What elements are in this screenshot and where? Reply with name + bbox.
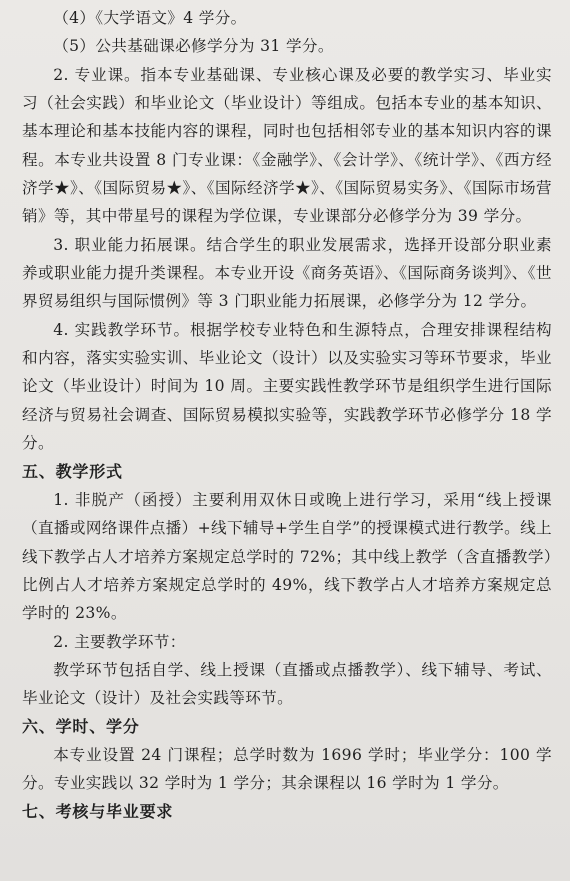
paragraph-professional-courses: 2. 专业课。指本专业基础课、专业核心课及必要的教学实习、毕业实习（社会实践）和毕业论文（毕业设计）等组成。包括本专业的基本知识、基本理论和基本技能内容的课程，同时也包括相邻专业的基本知识内容的课程。本专业共设置 8 门专业课：《金融学》、《会计学》、《统计学》、《西方经济学★》、《国际贸易★》、《国际经济学★》、《国际贸易实务》、《国际市场营销》等，其中带星号的课程为学位课，专业课部分必修学分为 39 学分。: [22, 65, 552, 226]
line-university-chinese: （4）《大学语文》4 学分。: [53, 9, 247, 27]
heading-hours-credits: 六、学时、学分: [22, 716, 140, 736]
heading-assessment-graduation: 七、考核与毕业要求: [22, 801, 174, 821]
paragraph-teaching-form-2: 2. 主要教学环节：: [53, 632, 186, 651]
paragraph-career-ability-courses: 3. 职业能力拓展课。结合学生的职业发展需求，选择开设部分职业素养或职业能力提升类课程。本专业开设《商务英语》、《国际商务谈判》、《世界贸易组织与国际惯例》等 3 门职业能力拓展课，必修学分为 12 学分。: [22, 235, 552, 311]
paragraph-hours-credits: 本专业设置 24 门课程；总学时数为 1696 学时；毕业学分：100 学分。专业实践以 32 学时为 1 学分；其余课程以 16 学时为 1 学分。: [22, 745, 552, 793]
paragraph-practice-teaching: 4. 实践教学环节。根据学校专业特色和生源特点，合理安排课程结构和内容，落实实验实训、毕业论文（设计）以及实验实习等环节要求，毕业论文（毕业设计）时间为 10 周。主要实践性教学环节是组织学生进行国际经济与贸易社会调查、国际贸易模拟实验等，实践教学环节必修学分 18 学分。: [22, 320, 552, 453]
paragraph-teaching-form-1: 1. 非脱产（函授）主要利用双休日或晚上进行学习，采用“线上授课（直播或网络课件点播）+线下辅导+学生自学”的授课模式进行教学。线上线下教学占人才培养方案规定总学时的 72%；其中线上教学（含直播教学）比例占人才培养方案规定总学时的 49%，线下教学占人才培养方案规定总学时的 23%。: [22, 490, 552, 623]
heading-teaching-form: 五、教学形式: [22, 461, 123, 481]
paragraph-teaching-form-2-body: 教学环节包括自学、线上授课（直播或点播教学）、线下辅导、考试、毕业论文（设计）及社会实践等环节。: [22, 660, 552, 708]
line-public-basic-credits: （5）公共基础课必修学分为 31 学分。: [53, 37, 334, 56]
